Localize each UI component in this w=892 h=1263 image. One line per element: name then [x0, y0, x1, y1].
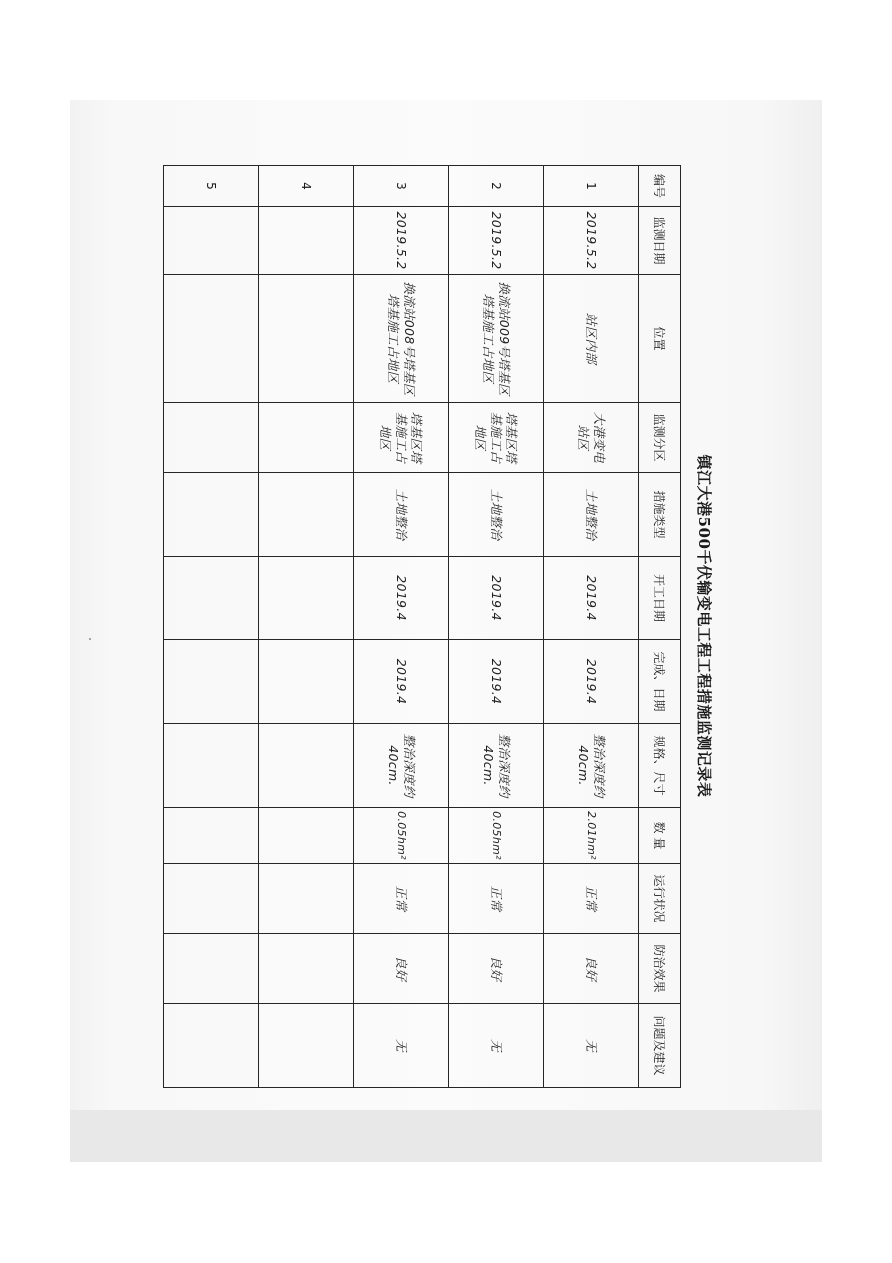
operation-status: 正常: [544, 864, 639, 934]
specification: 整治深度约40cm.: [354, 724, 449, 808]
monitoring-zone: 塔基区塔基施工占地区: [449, 403, 544, 473]
issues-suggestions: [164, 1004, 259, 1088]
location: 换流站009号塔基区塔基施工占地区: [449, 275, 544, 403]
finish-date: 2019.4: [354, 640, 449, 724]
table-row: [544, 166, 639, 1088]
prevention-effect: 良好: [449, 934, 544, 1004]
operation-status: [259, 864, 354, 934]
quantity: 0.05hm²: [449, 808, 544, 864]
specification: [164, 724, 259, 808]
row-number: 1: [544, 166, 639, 207]
monitoring-date: [164, 207, 259, 275]
header-cell-issue: 问题及建议: [639, 1004, 681, 1088]
finish-date: 2019.4: [544, 640, 639, 724]
prevention-effect: 良好: [354, 934, 449, 1004]
measure-type: 土地整治: [544, 473, 639, 557]
document-title: 镇江大港500千伏输变电工程工程措施监测记录表: [695, 454, 713, 798]
issues-suggestions: 无: [354, 1004, 449, 1088]
scan-edge-shadow: [70, 1110, 822, 1162]
measure-type: [259, 473, 354, 557]
location: 换流站008号塔基区塔基施工占地区: [354, 275, 449, 403]
row-number: 2: [449, 166, 544, 207]
specification: [259, 724, 354, 808]
specification: 整治深度约40cm.: [544, 724, 639, 808]
prevention-effect: [164, 934, 259, 1004]
start-date: [164, 557, 259, 640]
header-row: [639, 166, 681, 1088]
header-cell-spec: 规格、尺寸: [639, 724, 681, 808]
quantity: 0.05hm²: [354, 808, 449, 864]
header-cell-finish: 完成、日期: [639, 640, 681, 724]
measure-type: 土地整治: [354, 473, 449, 557]
header-cell-effect: 防治效果: [639, 934, 681, 1004]
specification: 整治深度约40cm.: [449, 724, 544, 808]
prevention-effect: [259, 934, 354, 1004]
header-cell-no: 编号: [639, 166, 681, 207]
issues-suggestions: 无: [449, 1004, 544, 1088]
prevention-effect: 良好: [544, 934, 639, 1004]
rotated-document: [187, 165, 717, 1087]
quantity: [164, 808, 259, 864]
start-date: [259, 557, 354, 640]
operation-status: 正常: [354, 864, 449, 934]
start-date: 2019.4: [544, 557, 639, 640]
location: [164, 275, 259, 403]
monitoring-date: 2019.5.2: [449, 207, 544, 275]
operation-status: 正常: [449, 864, 544, 934]
header-cell-status: 运行状况: [639, 864, 681, 934]
location: [259, 275, 354, 403]
monitoring-date: 2019.5.2: [544, 207, 639, 275]
start-date: 2019.4: [449, 557, 544, 640]
header-cell-quantity: 数 量: [639, 808, 681, 864]
header-cell-measure: 措施类型: [639, 473, 681, 557]
issues-suggestions: [259, 1004, 354, 1088]
row-number: 5: [164, 166, 259, 207]
table-row: [449, 166, 544, 1088]
header-cell-zone: 监测分区: [639, 403, 681, 473]
quantity: [259, 808, 354, 864]
row-number: 3: [354, 166, 449, 207]
monitoring-zone: [259, 403, 354, 473]
monitoring-record-table: [163, 165, 681, 1088]
monitoring-zone: 大港变电站区: [544, 403, 639, 473]
start-date: 2019.4: [354, 557, 449, 640]
finish-date: 2019.4: [449, 640, 544, 724]
operation-status: [164, 864, 259, 934]
measure-type: [164, 473, 259, 557]
table-row: [164, 166, 259, 1088]
finish-date: [164, 640, 259, 724]
row-number: 4: [259, 166, 354, 207]
issues-suggestions: 无: [544, 1004, 639, 1088]
monitoring-zone: [164, 403, 259, 473]
header-cell-start: 开工日期: [639, 557, 681, 640]
scan-speck: [89, 638, 91, 640]
header-cell-date: 监测日期: [639, 207, 681, 275]
monitoring-date: [259, 207, 354, 275]
monitoring-date: 2019.5.2: [354, 207, 449, 275]
measure-type: 土地整治: [449, 473, 544, 557]
monitoring-zone: 塔基区塔基施工占地区: [354, 403, 449, 473]
quantity: 2.01hm²: [544, 808, 639, 864]
table-row: [354, 166, 449, 1088]
table-row: [259, 166, 354, 1088]
header-cell-location: 位置: [639, 275, 681, 403]
finish-date: [259, 640, 354, 724]
location: 站区内部: [544, 275, 639, 403]
